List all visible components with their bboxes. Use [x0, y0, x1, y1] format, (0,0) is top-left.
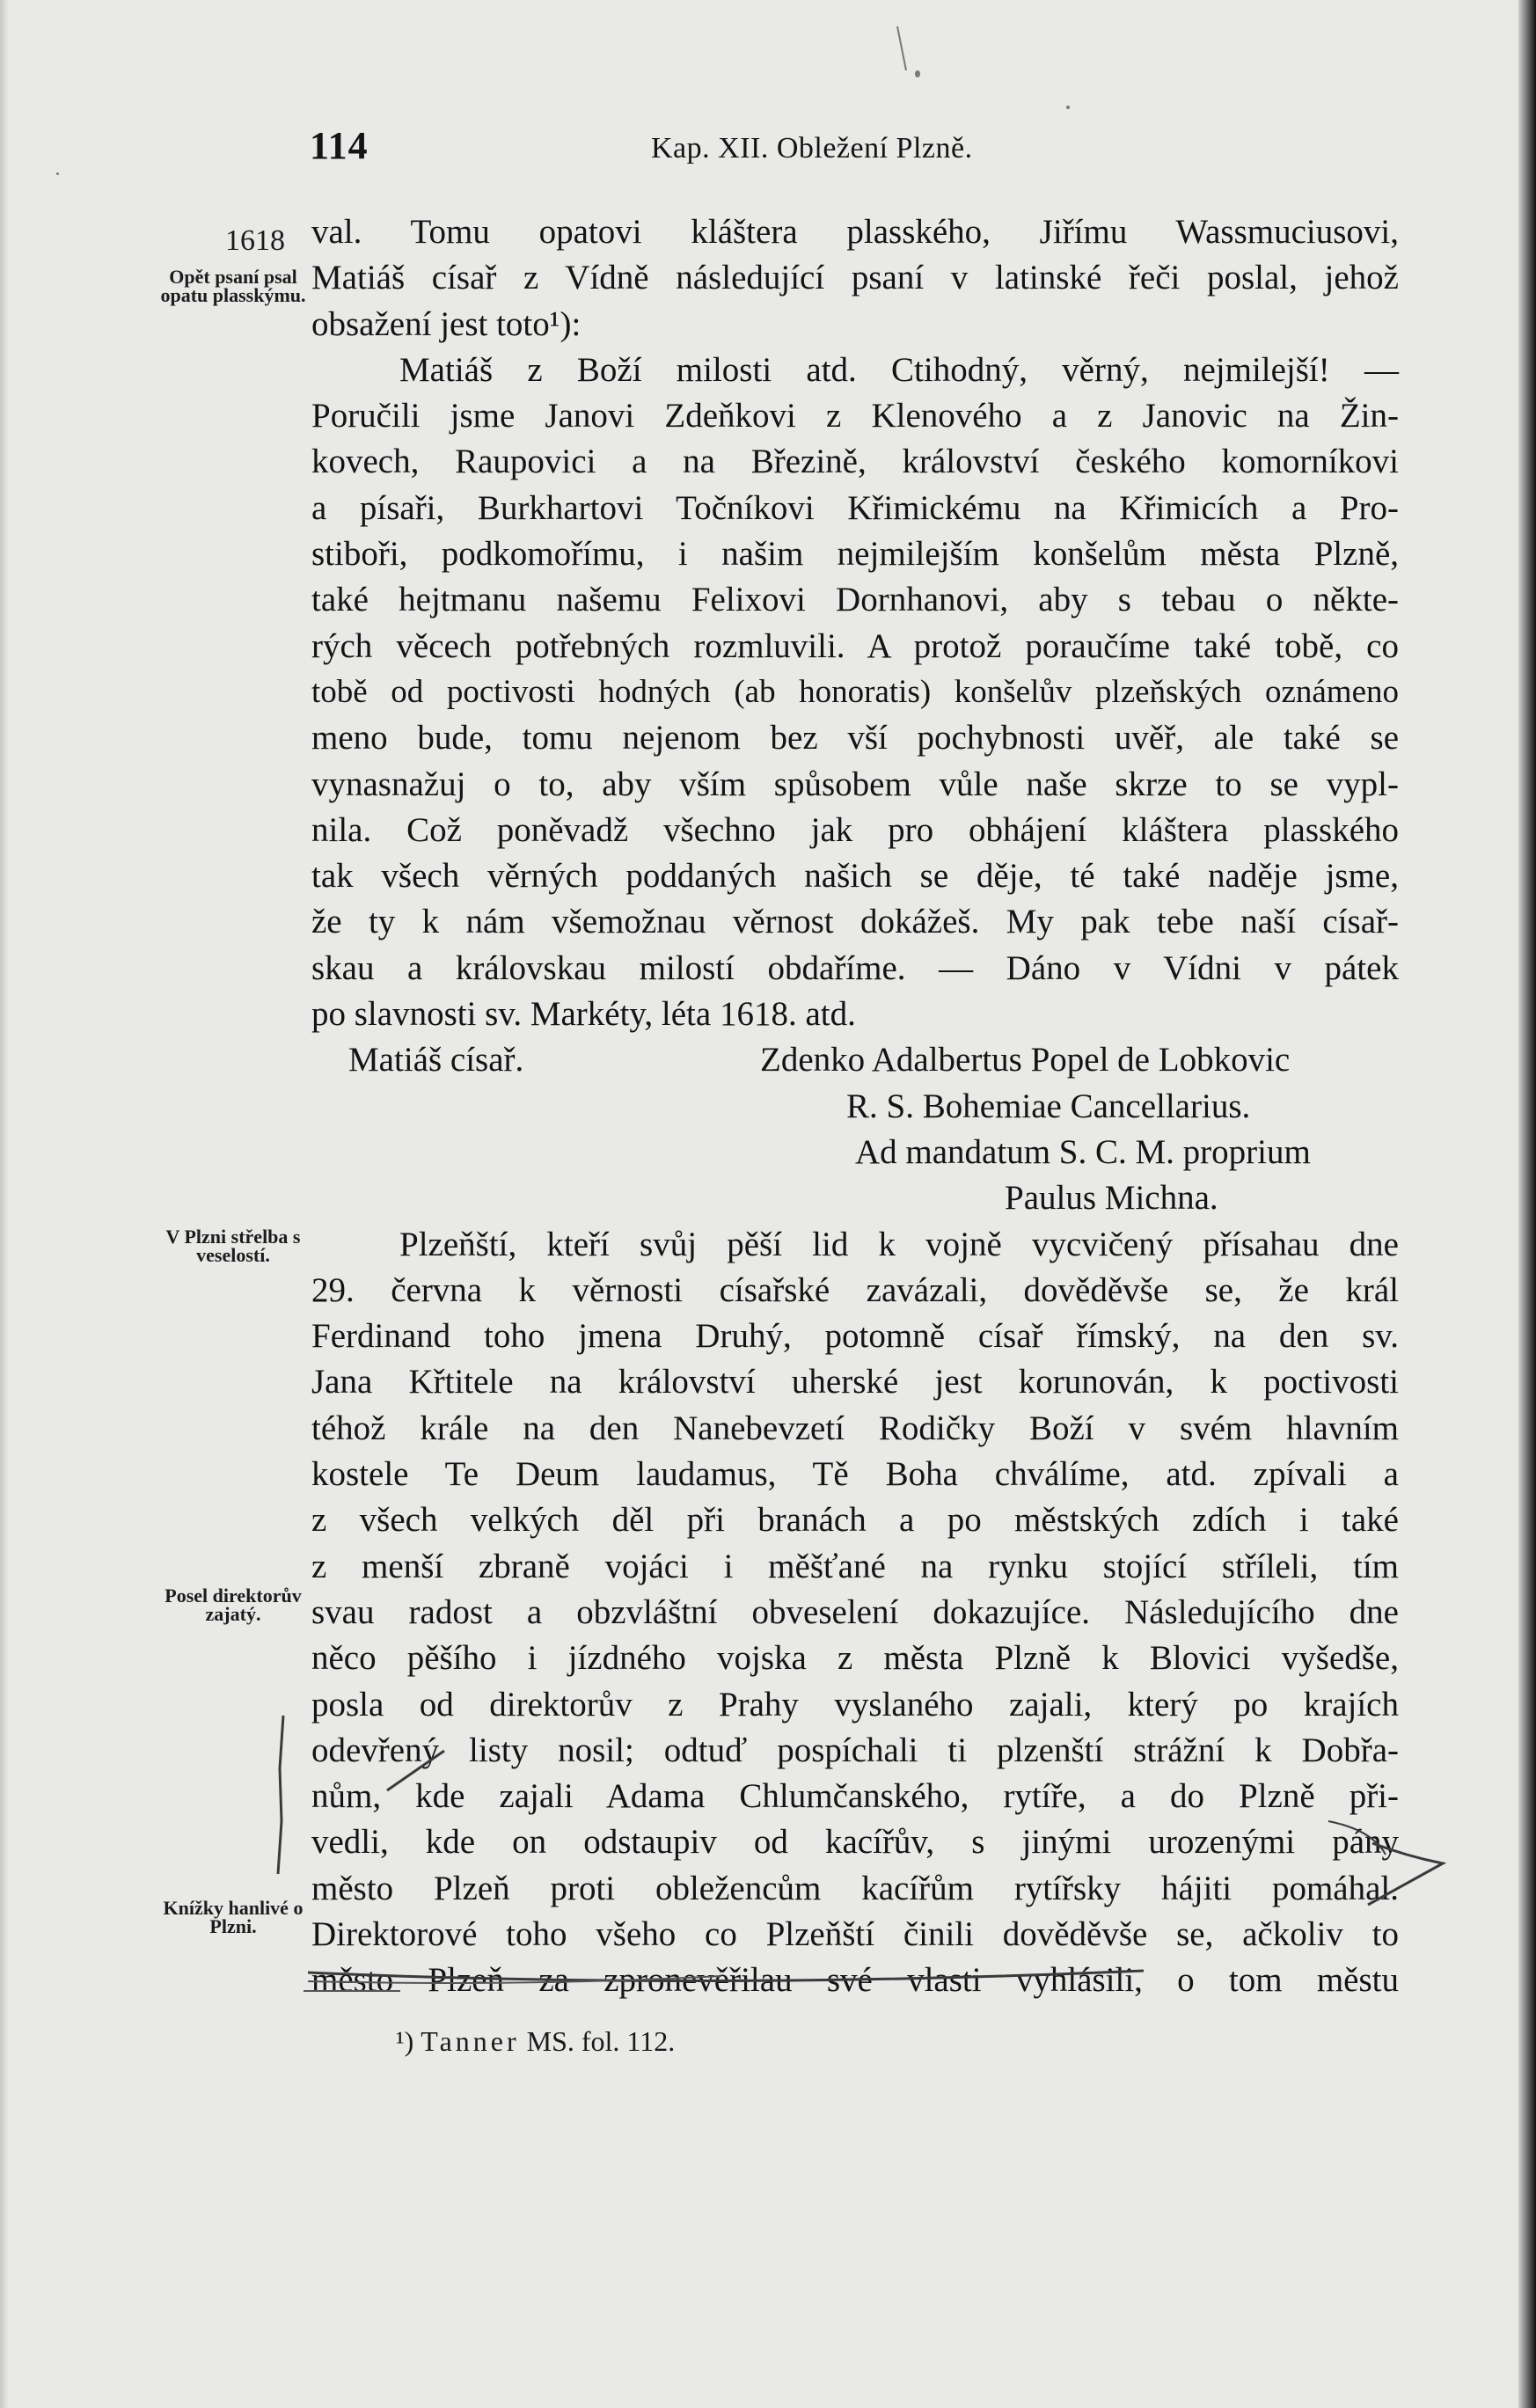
margin-note: Opět psaní psal opatu plasskýmu.: [160, 266, 306, 306]
text-line: posla od direktorův z Prahy vyslaného zajali, který po krajích: [311, 1685, 1399, 1724]
margin-note: Posel direktorův zajatý.: [165, 1585, 302, 1625]
text-line: Jana Křtitele na království uherské jest korunován, k poctivosti: [311, 1363, 1399, 1402]
text-line: vynasnažuj o to, aby vším spůsobem vůle naše skrze to se vypl-: [311, 765, 1399, 803]
main-text: [311, 209, 1399, 2004]
page-header: [310, 123, 1401, 176]
footnote-source: MS. fol. 112.: [526, 2025, 676, 2057]
text-line: 29. června k věrnosti císařské zavázali, dověděvše se, že král: [311, 1270, 1399, 1309]
footnote-separator: [304, 1990, 400, 1992]
text-line: Ferdinand toho jmena Druhý, potomně císař římský, na den sv.: [311, 1317, 1399, 1356]
page-left-edge: [0, 0, 9, 2408]
signature-title: R. S. Bohemiae Cancellarius.: [846, 1087, 1251, 1125]
text-line: nům, kde zajali Adama Chlumčanského, rytíře, a do Plzně při-: [311, 1777, 1399, 1816]
text-line: téhož krále na den Nanebevzetí Rodičky Boží v svém hlavním: [311, 1409, 1399, 1447]
text-line: město Plzeň za zpronevěřilau své vlasti vyhlásili, o tom městu: [311, 1961, 1399, 2000]
text-line: po slavnosti sv. Markéty, léta 1618. atd.: [311, 995, 856, 1034]
text-line: Plzeňští, kteří svůj pěší lid k vojně vycvičený přísahau dne: [399, 1225, 1399, 1263]
text-line: Poručili jsme Janovi Zdeňkovi z Klenového a z Janovic na Žin-: [311, 397, 1399, 435]
text-line: kovech, Raupovici a na Březině, království českého komorníkovi: [311, 443, 1399, 481]
pencil-bracket: [278, 1716, 283, 1874]
margin-note: V Plzni střelba s veselostí.: [165, 1226, 301, 1266]
page-scratch: [897, 26, 906, 70]
signature-chancellor: Zdenko Adalbertus Popel de Lobkovic: [760, 1041, 1291, 1080]
text-line: meno bude, tomu nejenom bez vší pochybnosti uvěř, ale také se: [311, 719, 1399, 758]
text-line: Direktorové toho všeho co Plzeňští činili dověděvše se, ačkoliv to: [311, 1914, 1399, 1953]
page-binding-shadow: [1518, 0, 1536, 2408]
signature-mandate: Ad mandatum S. C. M. proprium: [855, 1132, 1311, 1171]
text-line: že ty k nám všemožnau věrnost dokážeš. My pak tebe naší císař-: [311, 903, 1399, 941]
signature-emperor: Matiáš císař.: [348, 1041, 524, 1080]
text-line: stiboři, podkomořímu, i našim nejmilejším konšelům města Plzně,: [311, 535, 1399, 574]
signature-secretary: Paulus Michna.: [1005, 1179, 1218, 1218]
text-line: nila. Což poněvadž všechno jak pro obhájení kláštera plasského: [311, 810, 1399, 849]
footnote: [396, 2025, 675, 2058]
text-line: něco pěšího i jízdného vojska z města Plzně k Blovici vyšedše,: [311, 1639, 1399, 1678]
text-line: z menší zbraně vojáci i měšťané na rynku stojící stříleli, tím: [311, 1547, 1399, 1585]
text-line: město Plzeň proti obležencům kacířům rytířsky hájiti pomáhal.: [311, 1869, 1399, 1907]
signature-row: [311, 1037, 1399, 1083]
footnote-author: Tanner: [421, 2025, 520, 2057]
text-line: vedli, kde on odstaupiv od kacířův, s jinými urozenými pány: [311, 1823, 1399, 1862]
margin-note: Knížky hanlivé o Plzni.: [163, 1897, 304, 1937]
signature-row: [311, 1130, 1399, 1175]
text-line: tak všech věrných poddaných našich se děje, té také naděje jsme,: [311, 857, 1399, 896]
running-title: Kap. XII. Obležení Plzně.: [651, 132, 973, 165]
page-speck: [1066, 106, 1070, 109]
margin-year: 1618: [225, 224, 285, 257]
text-line: z všech velkých děl při branách a po městských zdích i také: [311, 1501, 1399, 1540]
signature-row: [311, 1175, 1399, 1221]
text-line: a písaři, Burkhartovi Točníkovi Křimickému na Křimicích a Pro-: [311, 488, 1399, 527]
text-line: kostele Te Deum laudamus, Tě Boha chválíme, atd. zpívali a: [311, 1455, 1399, 1494]
text-line: skau a královskau milostí obdaříme. — Dáno v Vídni v pátek: [311, 948, 1399, 987]
page-speck: [56, 172, 59, 175]
signature-row: [311, 1084, 1399, 1130]
page-number: 114: [310, 124, 369, 167]
text-line: také hejtmanu našemu Felixovi Dornhanovi, aby s tebau o někte-: [311, 581, 1399, 619]
page-speck: [915, 70, 920, 77]
text-line: Matiáš císař z Vídně následující psaní v latinské řeči poslal, jehož: [311, 259, 1399, 297]
text-line: val. Tomu opatovi kláštera plasského, Jiřímu Wassmuciusovi,: [311, 213, 1399, 251]
text-line: tobě od poctivosti hodných (ab honoratis) konšelův plzeňských oznámeno: [311, 673, 1399, 710]
text-line: svau radost a obzvláštní obveselení dokazujíce. Následujícího dne: [311, 1592, 1399, 1631]
text-line: Matiáš z Boží milosti atd. Ctihodný, věrný, nejmilejší! —: [399, 350, 1399, 389]
footnote-mark: ¹): [396, 2025, 414, 2057]
text-line: rých věcech potřebných rozmluvili. A protož poraučíme také tobě, co: [311, 626, 1399, 665]
text-line: obsažení jest toto¹):: [311, 304, 581, 343]
text-line: odevřený listy nosil; odtuď pospíchali ti plzenští strážní k Dobřa-: [311, 1731, 1399, 1769]
